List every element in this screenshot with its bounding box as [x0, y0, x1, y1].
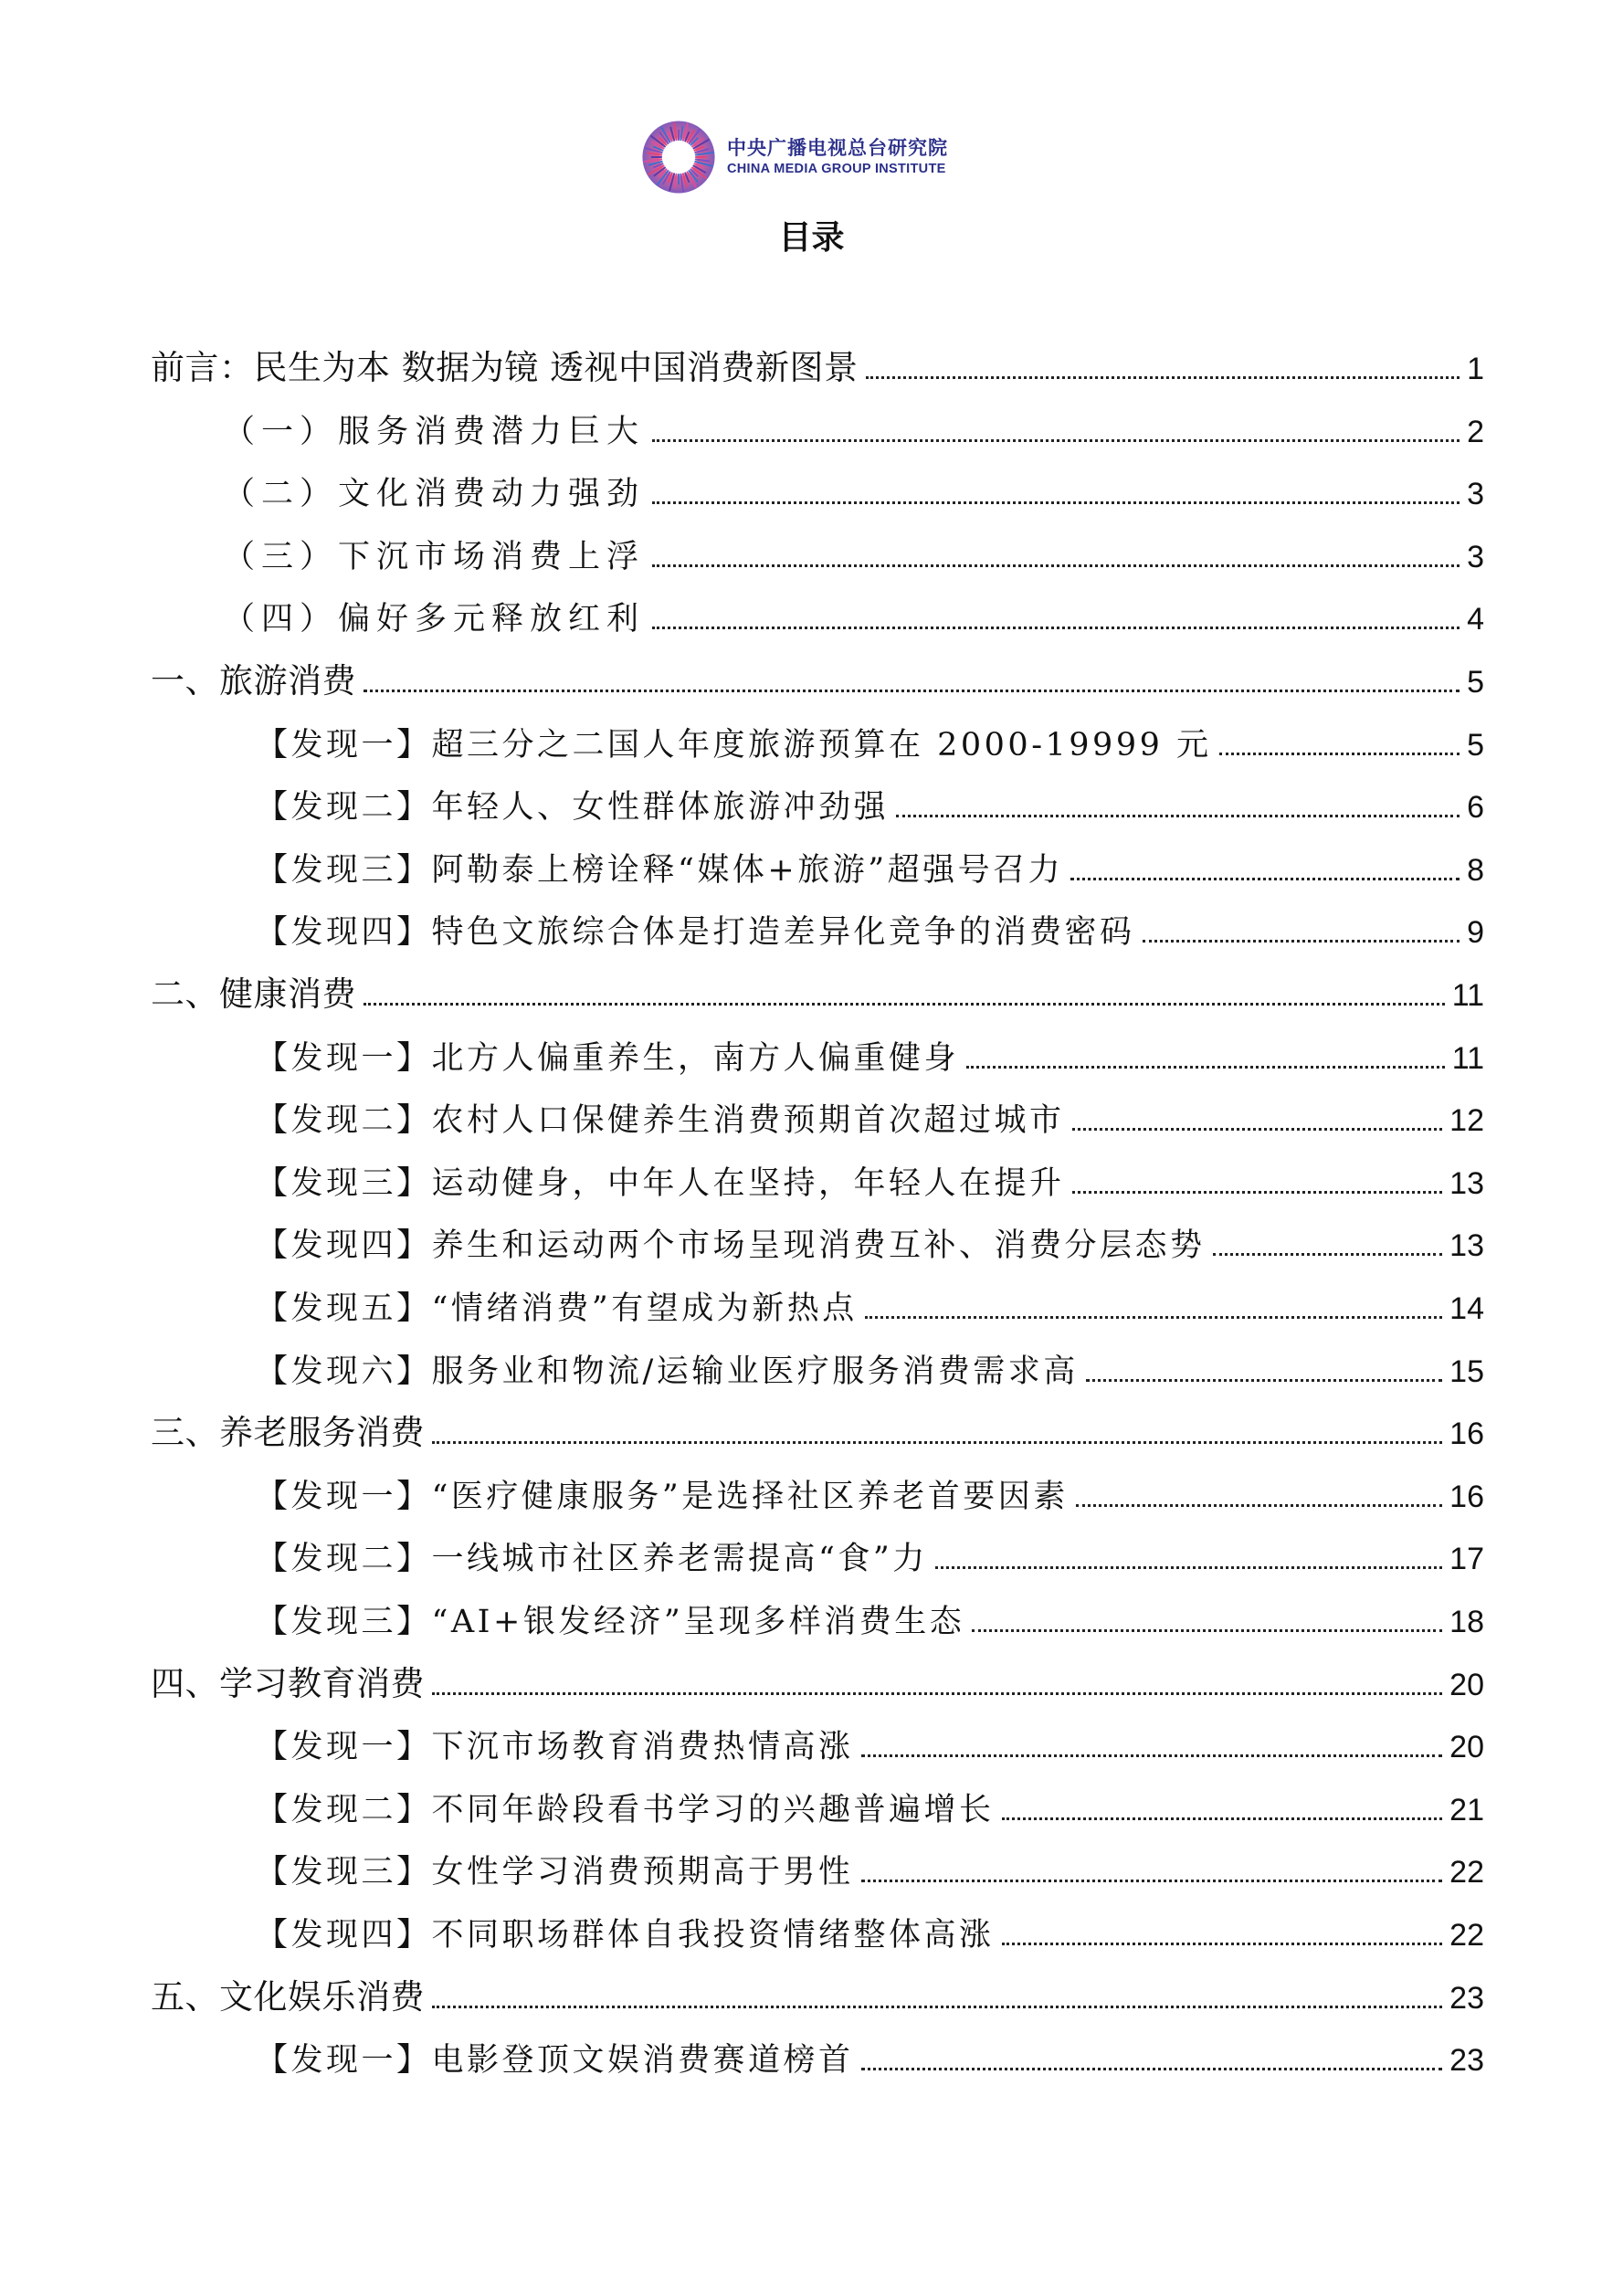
toc-entry-label: 【发现五】“情绪消费”有望成为新热点 [256, 1290, 858, 1327]
toc-entry-label: （四）偏好多元释放红利 [223, 601, 646, 638]
toc-entry[interactable] [0, 338, 1623, 389]
toc-entry[interactable] [0, 1403, 1623, 1454]
toc-page-number: 5 [1467, 665, 1484, 700]
toc-entry-label: （一）服务消费潜力巨大 [223, 413, 646, 450]
toc-entry-label: 【发现四】特色文旅综合体是打造差异化竞争的消费密码 [256, 914, 1135, 952]
toc-dot-leader [1086, 1379, 1442, 1382]
toc-entry-label: 四、学习教育消费 [151, 1663, 425, 1703]
toc-entry-label: 一、旅游消费 [151, 661, 356, 700]
toc-dot-leader [652, 501, 1460, 504]
toc-entry[interactable] [0, 1967, 1623, 2018]
toc-dot-leader [1070, 878, 1460, 880]
toc-entry[interactable] [0, 588, 1623, 639]
toc-entry-label: 【发现一】“医疗健康服务”是选择社区养老首要因素 [256, 1478, 1069, 1515]
toc-entry[interactable] [0, 401, 1623, 452]
toc-entry[interactable] [0, 1841, 1623, 1892]
toc-dot-leader [364, 1003, 1445, 1006]
toc-entry-label: 【发现四】养生和运动两个市场呈现消费互补、消费分层态势 [256, 1227, 1206, 1265]
toc-page-number: 3 [1467, 477, 1484, 512]
toc-entry[interactable] [0, 2029, 1623, 2080]
toc-dot-leader [1072, 1191, 1443, 1194]
toc-page-number: 6 [1467, 790, 1484, 826]
toc-entry-label: 【发现一】北方人偏重养生，南方人偏重健身 [256, 1039, 960, 1077]
toc-page-number: 18 [1449, 1605, 1484, 1639]
toc-entry[interactable] [0, 776, 1623, 827]
toc-entry-label: 【发现三】“AI+银发经济”呈现多样消费生态 [256, 1604, 965, 1640]
toc-entry[interactable] [0, 1716, 1623, 1767]
toc-entry-label: 【发现一】下沉市场教育消费热情高涨 [256, 1729, 854, 1766]
page-title: 目录 [778, 219, 845, 257]
toc-entry-label: 【发现二】一线城市社区养老需提高“食”力 [256, 1541, 928, 1578]
toc-dot-leader [966, 1066, 1445, 1069]
toc-page-number: 8 [1467, 852, 1484, 888]
toc-entry[interactable] [0, 1215, 1623, 1266]
toc-dot-leader [861, 1880, 1443, 1882]
toc-entry[interactable] [0, 1904, 1623, 1955]
cmg-institute-emblem-icon [639, 118, 718, 196]
toc-entry-label: 【发现四】不同职场群体自我投资情绪整体高涨 [256, 1917, 995, 1954]
toc-entry[interactable] [0, 1591, 1623, 1642]
toc-entry[interactable] [0, 1654, 1623, 1705]
toc-page-number: 16 [1449, 1479, 1484, 1514]
toc-entry[interactable] [0, 839, 1623, 890]
toc-page-number: 9 [1467, 915, 1484, 951]
toc-entry[interactable] [0, 526, 1623, 577]
toc-dot-leader [652, 439, 1460, 442]
toc-page-number: 20 [1449, 1667, 1484, 1702]
toc-entry-label: 二、健康消费 [151, 974, 356, 1014]
toc-entry-label: 【发现三】运动健身，中年人在坚持，年轻人在提升 [256, 1164, 1065, 1202]
toc-entry-label: 【发现二】不同年龄段看书学习的兴趣普遍增长 [256, 1791, 995, 1828]
toc-page-number: 11 [1451, 1040, 1484, 1076]
toc-page-number: 23 [1449, 2043, 1484, 2079]
toc-page-number: 11 [1451, 978, 1484, 1013]
toc-entry[interactable] [0, 964, 1623, 1016]
toc-dot-leader [652, 627, 1460, 629]
toc-entry[interactable] [0, 1278, 1623, 1329]
toc-page-number: 20 [1449, 1730, 1484, 1765]
toc-entry[interactable] [0, 1153, 1623, 1204]
toc-entry-label: 【发现六】服务业和物流/运输业医疗服务消费需求高 [256, 1353, 1079, 1390]
toc-dot-leader [1143, 940, 1460, 943]
toc-entry-label: （三）下沉市场消费上浮 [223, 538, 646, 575]
toc-dot-leader [866, 376, 1460, 379]
toc-dot-leader [972, 1629, 1442, 1632]
toc-entry-label: 【发现三】阿勒泰上榜诠释“媒体+旅游”超强号召力 [256, 851, 1064, 889]
logo-chinese-name: 中央广播电视总台研究院 [727, 137, 948, 159]
toc-entry-label: 【发现二】农村人口保健养生消费预期首次超过城市 [256, 1102, 1065, 1140]
toc-dot-leader [1213, 1253, 1443, 1256]
toc-dot-leader [652, 564, 1460, 567]
toc-entry[interactable] [0, 463, 1623, 514]
toc-dot-leader [1072, 1128, 1443, 1131]
toc-dot-leader [1002, 1817, 1443, 1820]
toc-dot-leader [1002, 1943, 1443, 1945]
toc-dot-leader [861, 2068, 1443, 2070]
toc-page-number: 16 [1449, 1417, 1484, 1452]
toc-page-number: 23 [1449, 1980, 1484, 2016]
toc-entry[interactable] [0, 1341, 1623, 1392]
toc-page-number: 22 [1449, 1855, 1484, 1891]
toc-entry-label: 五、文化娱乐消费 [151, 1976, 425, 2017]
toc-entry[interactable] [0, 651, 1623, 702]
toc-entry-label: 【发现一】电影登顶文娱消费赛道榜首 [256, 2042, 854, 2080]
toc-page-number: 14 [1449, 1291, 1484, 1326]
toc-dot-leader [935, 1566, 1442, 1569]
toc-dot-leader [1076, 1504, 1442, 1507]
toc-dot-leader [364, 690, 1460, 692]
toc-dot-leader [1219, 753, 1460, 755]
toc-page-number: 13 [1449, 1165, 1484, 1201]
toc-page-number: 15 [1449, 1353, 1484, 1389]
toc-page-number: 22 [1449, 1918, 1484, 1953]
toc-entry[interactable] [0, 1466, 1623, 1517]
logo-english-name: CHINA MEDIA GROUP INSTITUTE [727, 162, 946, 176]
toc-entry[interactable] [0, 1779, 1623, 1830]
toc-page-number: 21 [1449, 1792, 1484, 1827]
toc-entry[interactable] [0, 1090, 1623, 1141]
toc-page-number: 3 [1467, 539, 1484, 574]
institute-logo [639, 119, 948, 195]
toc-page-number: 2 [1467, 414, 1484, 449]
toc-entry-label: 三、养老服务消费 [151, 1413, 425, 1453]
toc-dot-leader [865, 1316, 1442, 1319]
toc-dot-leader [861, 1754, 1443, 1757]
toc-page-number: 12 [1449, 1103, 1484, 1139]
toc-entry[interactable] [0, 1528, 1623, 1579]
toc-dot-leader [896, 815, 1460, 817]
toc-page-number: 17 [1449, 1542, 1484, 1577]
toc-dot-leader [432, 1692, 1442, 1695]
toc-entry-label: 前言：民生为本 数据为镜 透视中国消费新图景 [151, 348, 859, 387]
toc-page-number: 1 [1467, 352, 1484, 386]
toc-dot-leader [432, 1441, 1442, 1444]
toc-entry[interactable] [0, 714, 1623, 765]
toc-entry[interactable] [0, 901, 1623, 953]
toc-dot-leader [432, 2006, 1442, 2008]
toc-entry-label: （二）文化消费动力强劲 [223, 476, 646, 513]
toc-entry-label: 【发现三】女性学习消费预期高于男性 [256, 1854, 854, 1891]
toc-entry[interactable] [0, 1027, 1623, 1079]
toc-entry-label: 【发现一】超三分之二国人年度旅游预算在 2000-19999 元 [256, 726, 1212, 764]
toc-page-number: 5 [1467, 727, 1484, 763]
toc-page-number: 13 [1449, 1228, 1484, 1264]
toc-page-number: 4 [1467, 602, 1484, 637]
toc-entry-label: 【发现二】年轻人、女性群体旅游冲劲强 [256, 789, 890, 827]
